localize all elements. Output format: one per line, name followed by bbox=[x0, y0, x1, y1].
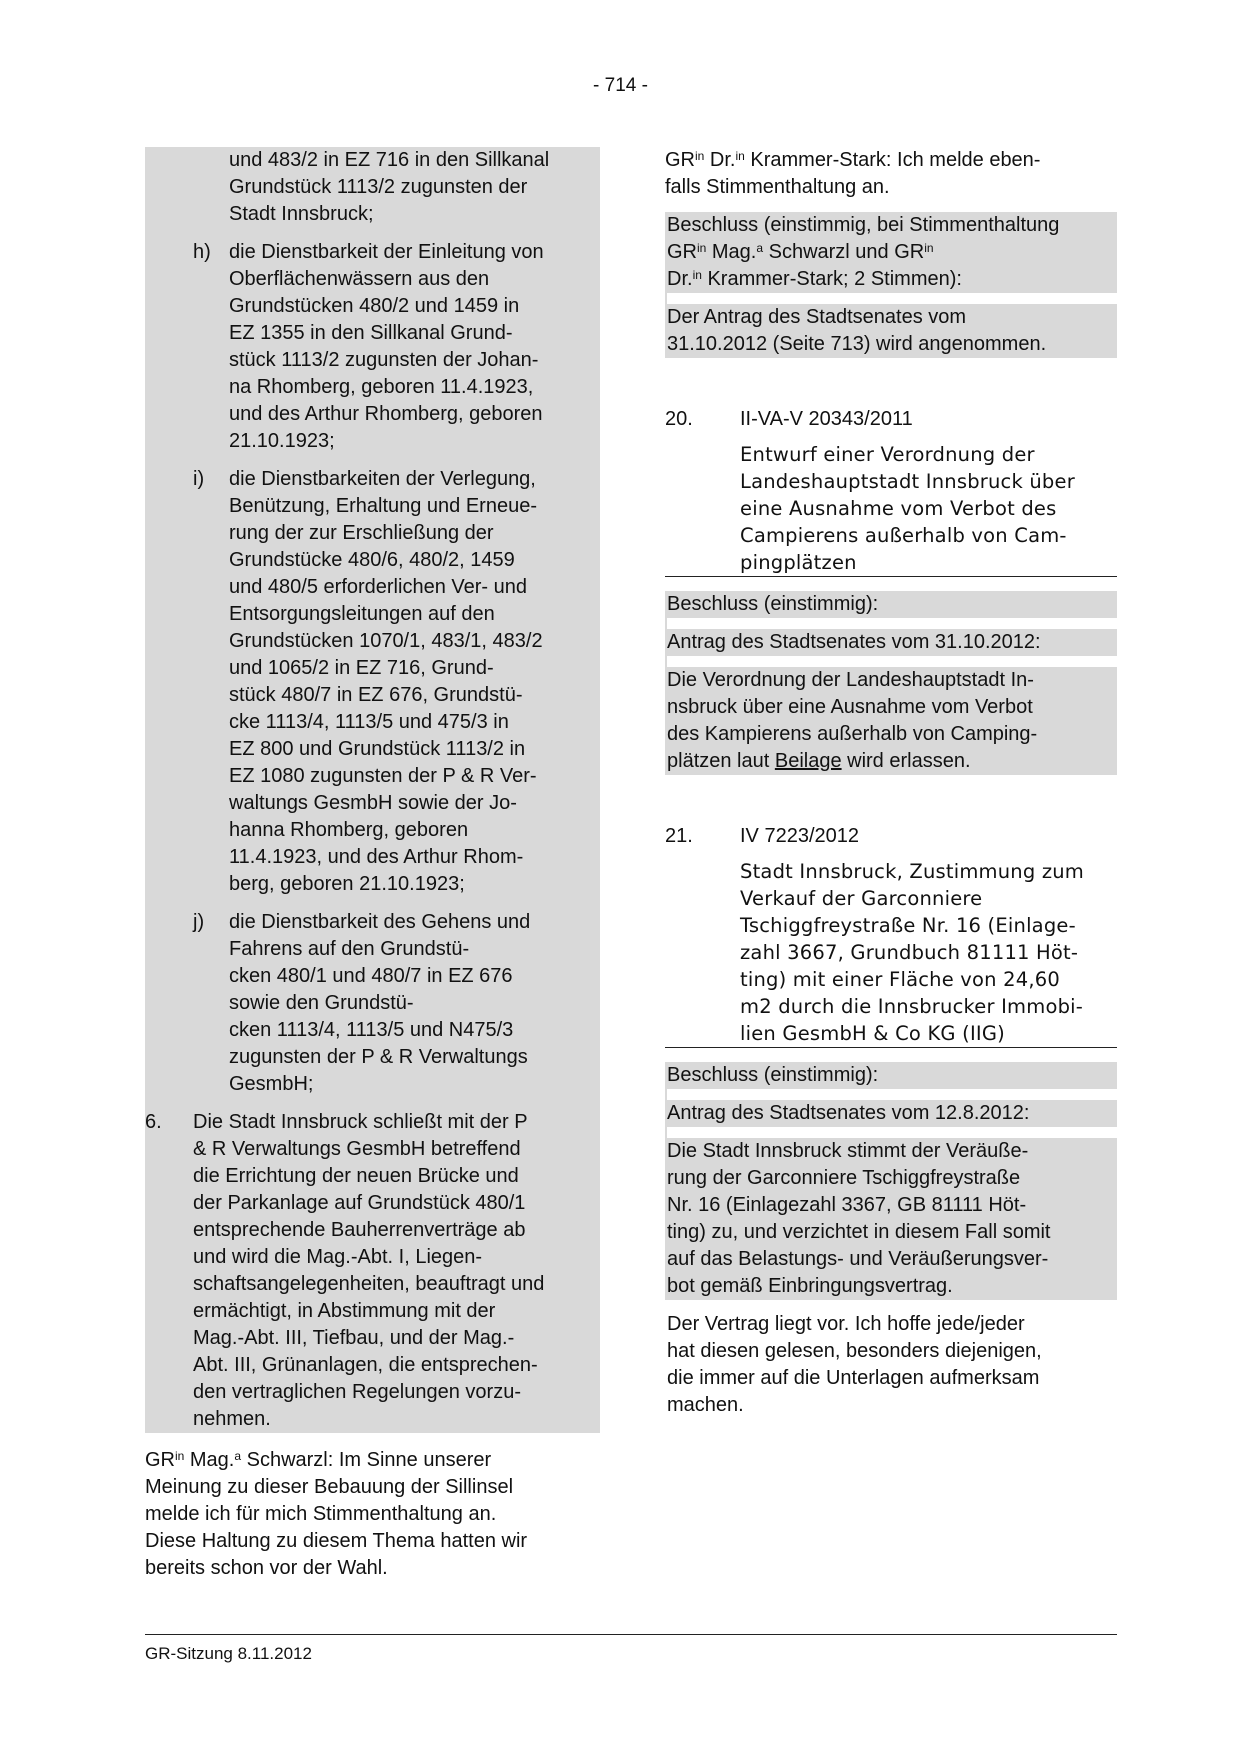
agenda-item-number: 20. bbox=[665, 408, 693, 430]
speech-comment: Der Vertrag liegt vor. Ich hoffe jede/jeder hat diesen gelesen, besonders diejenigen, die immer auf die Unterlagen aufmerksam machen. bbox=[667, 1313, 1042, 1416]
resolution-block-21: Beschluss (einstimmig): Antrag des Stadtsenates vom 12.8.2012: Die Stadt Innsbruck stimmt der Veräuße- rung der Garconniere Tschiggfreystraße Nr. 16 (Einlagezahl 3367, GB 81111 Höt- ting) zu, und verzichtet in diesem Fall somit auf das Belastungs- und Veräußerungsver- bot gemäß Einbringungsvertrag. bbox=[665, 1062, 1117, 1300]
list-item-text: und 483/2 in EZ 716 in den Sillkanal Grundstück 1113/2 zugunsten der Stadt Innsbruck; bbox=[229, 149, 550, 225]
resolution-block-20: Beschluss (einstimmig): Antrag des Stadtsenates vom 31.10.2012: Die Verordnung der Landeshauptstadt In- nsbruck über eine Ausnahme vom Verbot des Kampierens außerhalb von Camping- plätzen laut Beilage wird erlassen. bbox=[665, 591, 1117, 775]
beilage-link[interactable]: Beilage bbox=[774, 750, 842, 772]
agenda-item-code: IV 7223/2012 bbox=[740, 825, 859, 847]
agenda-item-title: Entwurf einer Verordnung der Landeshauptstadt Innsbruck über eine Ausnahme vom Verbot des Campierens außerhalb von Cam- pingplätzen bbox=[740, 443, 1075, 574]
list-item-label: h) bbox=[193, 241, 211, 263]
resolution-block-19: Beschluss (einstimmig, bei Stimmenthaltung $GR^{in}$ Mag.$^a$ Schwarzl und $GR^{in}$ Dr.$^{in}$ Krammer-Stark; 2 Stimmen): Der Antrag des Stadtsenates vom 31.10.2012 (Seite 713) wird angenommen. bbox=[665, 212, 1117, 358]
footer-session: GR-Sitzung 8.11.2012 bbox=[145, 1644, 312, 1663]
resolution-continuation-block bbox=[145, 147, 600, 1433]
footer-divider bbox=[145, 1634, 1117, 1635]
list-item-g-continuation bbox=[145, 147, 600, 228]
section-divider bbox=[665, 576, 1117, 577]
list-item-6 bbox=[145, 1109, 600, 1433]
page-number: - 714 - bbox=[593, 75, 648, 96]
agenda-item-20 bbox=[665, 406, 1117, 775]
left-column bbox=[145, 147, 600, 1582]
speech-krammer-stark: $GR^{in}$ Dr.$^{in}$ Krammer-Stark: Ich melde eben- falls Stimmenthaltung an. bbox=[665, 149, 1041, 198]
list-item-label: j) bbox=[193, 911, 205, 933]
agenda-item-number: 21. bbox=[665, 825, 693, 847]
section-divider bbox=[665, 1047, 1117, 1048]
right-column bbox=[665, 147, 1117, 1419]
list-item-i bbox=[145, 466, 600, 898]
speech-schwarzl: $GR^{in}$ Mag.$^a$ Schwarzl: Im Sinne unserer Meinung zu dieser Bebauung der Sillinsel melde ich für mich Stimmenthaltung an. Diese Haltung zu diesem Thema hatten wir bereits schon vor der Wahl. bbox=[145, 1449, 528, 1579]
list-item-label bbox=[145, 147, 229, 228]
list-item-label: i) bbox=[193, 468, 205, 490]
list-item-label: 6. bbox=[145, 1111, 162, 1133]
list-item-text: die Dienstbarkeit der Einleitung von Oberflächenwässern aus den Grundstücken 480/2 und 1459 in EZ 1355 in den Sillkanal Grund- stück 1113/2 zugunsten der Johan- na Rhomberg, geboren 11.4.1923, und des Arthur Rhomberg, geboren 21.10.1923; bbox=[229, 241, 544, 452]
list-item-h bbox=[145, 239, 600, 455]
agenda-item-21 bbox=[665, 823, 1117, 1419]
list-item-text: Die Stadt Innsbruck schließt mit der P & R Verwaltungs GesmbH betreffend die Errichtung der neuen Brücke und der Parkanlage auf Grundstück 480/1 entsprechende Bauherrenverträge ab und wird die Mag.-Abt. I, Liegen- schaftsangelegenheiten, beauftragt und ermächtigt, in Abstimmung mit der Mag.-Abt. III, Tiefbau, und der Mag.- Abt. III, Grünanlagen, die entsprechen- den vertraglichen Regelungen vorzu- nehmen. bbox=[193, 1111, 545, 1430]
agenda-item-title: Stadt Innsbruck, Zustimmung zum Verkauf der Garconniere Tschiggfreystraße Nr. 16 (Einlage- zahl 3667, Grundbuch 81111 Höt- ting) mit einer Fläche von 24,60 m2 durch die Innsbrucker Immobi- lien GesmbH & Co KG (IIG) bbox=[740, 860, 1085, 1045]
list-item-text: die Dienstbarkeiten der Verlegung, Benützung, Erhaltung und Erneue- rung der zur Erschließung der Grundstücke 480/6, 480/2, 1459 und 480/5 erforderlichen Ver- und Entsorgungsleitungen auf den Grundstücken 1070/1, 483/1, 483/2 und 1065/2 in EZ 716, Grund- stück 480/7 in EZ 676, Grundstü- cke 1113/4, 1113/5 und 475/3 in EZ 800 und Grundstück 1113/2 in EZ 1080 zugunsten der P & R Ver- waltungs GesmbH sowie der Jo- hanna Rhomberg, geboren 11.4.1923, und des Arthur Rhom- berg, geboren 21.10.1923; bbox=[229, 468, 543, 895]
list-item-text: die Dienstbarkeit des Gehens und Fahrens auf den Grundstü- cken 480/1 und 480/7 in EZ 676 sowie den Grundstü- cken 1113/4, 1113/5 und N475/3 zugunsten der P & R Verwaltungs GesmbH; bbox=[229, 911, 531, 1095]
agenda-item-code: II-VA-V 20343/2011 bbox=[740, 408, 913, 430]
list-item-j bbox=[145, 909, 600, 1098]
